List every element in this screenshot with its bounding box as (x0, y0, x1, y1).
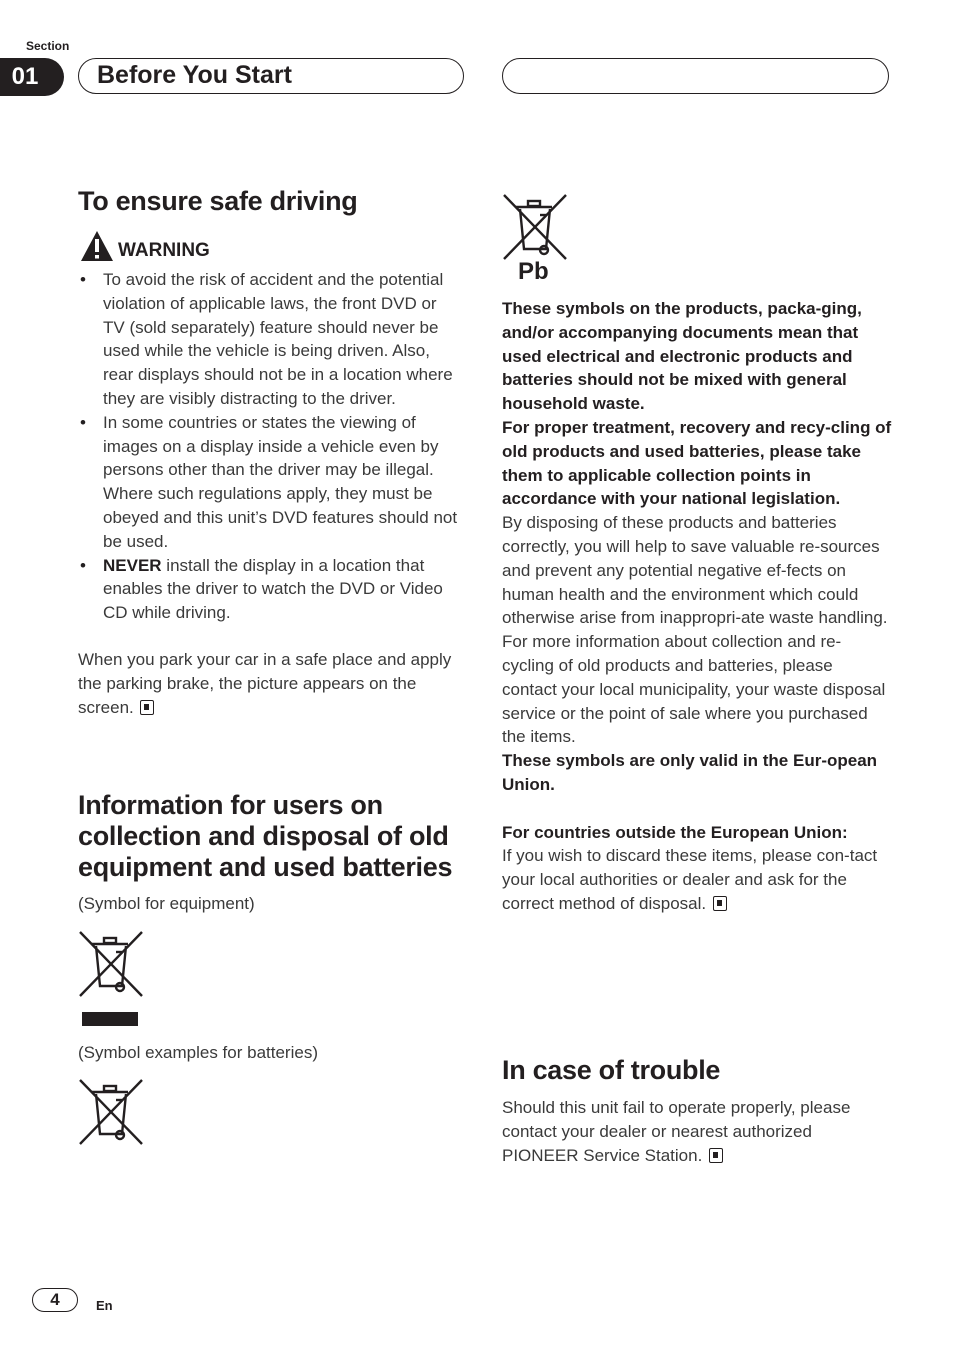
bullet-text: To avoid the risk of accident and the potential violation of applicable laws, the front DVD or TV (sold separately) feature should never be used while the vehicle is being driven. Also, rear displays should not be in a location where they are visibly distracting to the driver. (103, 270, 453, 408)
language-code: En (96, 1298, 113, 1313)
warning-bullets (78, 268, 462, 625)
equipment-caption: (Symbol for equipment) (78, 894, 255, 913)
end-of-section-icon (713, 896, 727, 911)
battery-caption: (Symbol examples for batteries) (78, 1043, 318, 1062)
disposal-heading: Information for users on collection and disposal of old equipment and used batteries (78, 790, 453, 882)
list-item (78, 554, 462, 625)
bullet-text: install the display in a location that enables the driver to watch the DVD or Video CD while driving. (103, 555, 443, 623)
disposal-text-block (502, 297, 892, 916)
disposing-benefits-paragraph: By disposing of these products and batteries correctly, you will help to save valuable re-sources and prevent any potential negative ef-fects on human health and the environment which could otherwise arise from inappropri-ate waste handling. (502, 513, 888, 628)
section-label: Section (26, 39, 70, 53)
section-number-tab: 01 (0, 58, 64, 96)
bullet-text: In some countries or states the viewing of images on a display inside a vehicle even by persons other than the driver may be illegal. Where such regulations apply, they must be obeyed and this unit’s DVD features should not be used. (103, 412, 458, 551)
never-emphasis: NEVER (103, 555, 162, 575)
symbols-meaning-paragraph: These symbols on the products, packa-ging, and/or accompanying documents mean that used electrical and electronic products and batteries should not be mixed with general household waste. (502, 299, 862, 414)
end-of-section-icon (140, 700, 154, 715)
outside-eu-heading: For countries outside the European Union: (502, 822, 848, 842)
safe-driving-heading: To ensure safe driving (78, 186, 358, 216)
crossed-out-wheeled-bin-icon (502, 193, 568, 261)
proper-treatment-paragraph: For proper treatment, recovery and recy-cling of old products and used batteries, please take them to applicable collection points in accordance with your national legislation. (502, 417, 892, 509)
warning-header (80, 230, 210, 262)
warning-label: WARNING (118, 240, 210, 261)
eu-validity-paragraph: These symbols are only valid in the Eur-opean Union. (502, 751, 878, 794)
trouble-text: Should this unit fail to operate properly, please contact your dealer or nearest authorized PIONEER Service Station. (502, 1098, 851, 1165)
outside-eu-paragraph (502, 844, 892, 915)
pb-label: Pb (518, 258, 549, 285)
parking-note-text: When you park your car in a safe place and apply the parking brake, the picture appears on the screen. (78, 650, 452, 717)
outside-eu-text: If you wish to discard these items, please con-tact your local authorities or dealer and ask for the correct method of disposal. (502, 846, 878, 913)
more-info-paragraph: For more information about collection and re-cycling of old products and batteries, please contact your local municipality, your waste disposal service or the point of sale where you purchased the items. (502, 632, 886, 747)
parking-note (78, 648, 462, 719)
list-item (78, 268, 462, 411)
warning-triangle-icon (80, 230, 114, 262)
bin-underline-bar (82, 1012, 138, 1026)
crossed-out-wheeled-bin-icon (78, 930, 144, 998)
header-blank-pill (502, 58, 889, 94)
crossed-out-wheeled-bin-icon (78, 1078, 144, 1146)
end-of-section-icon (709, 1148, 723, 1163)
page-number: 4 (32, 1288, 78, 1312)
spacer (502, 797, 892, 821)
trouble-heading: In case of trouble (502, 1055, 721, 1085)
list-item (78, 411, 462, 554)
trouble-paragraph (502, 1096, 892, 1167)
chapter-title: Before You Start (78, 58, 464, 94)
